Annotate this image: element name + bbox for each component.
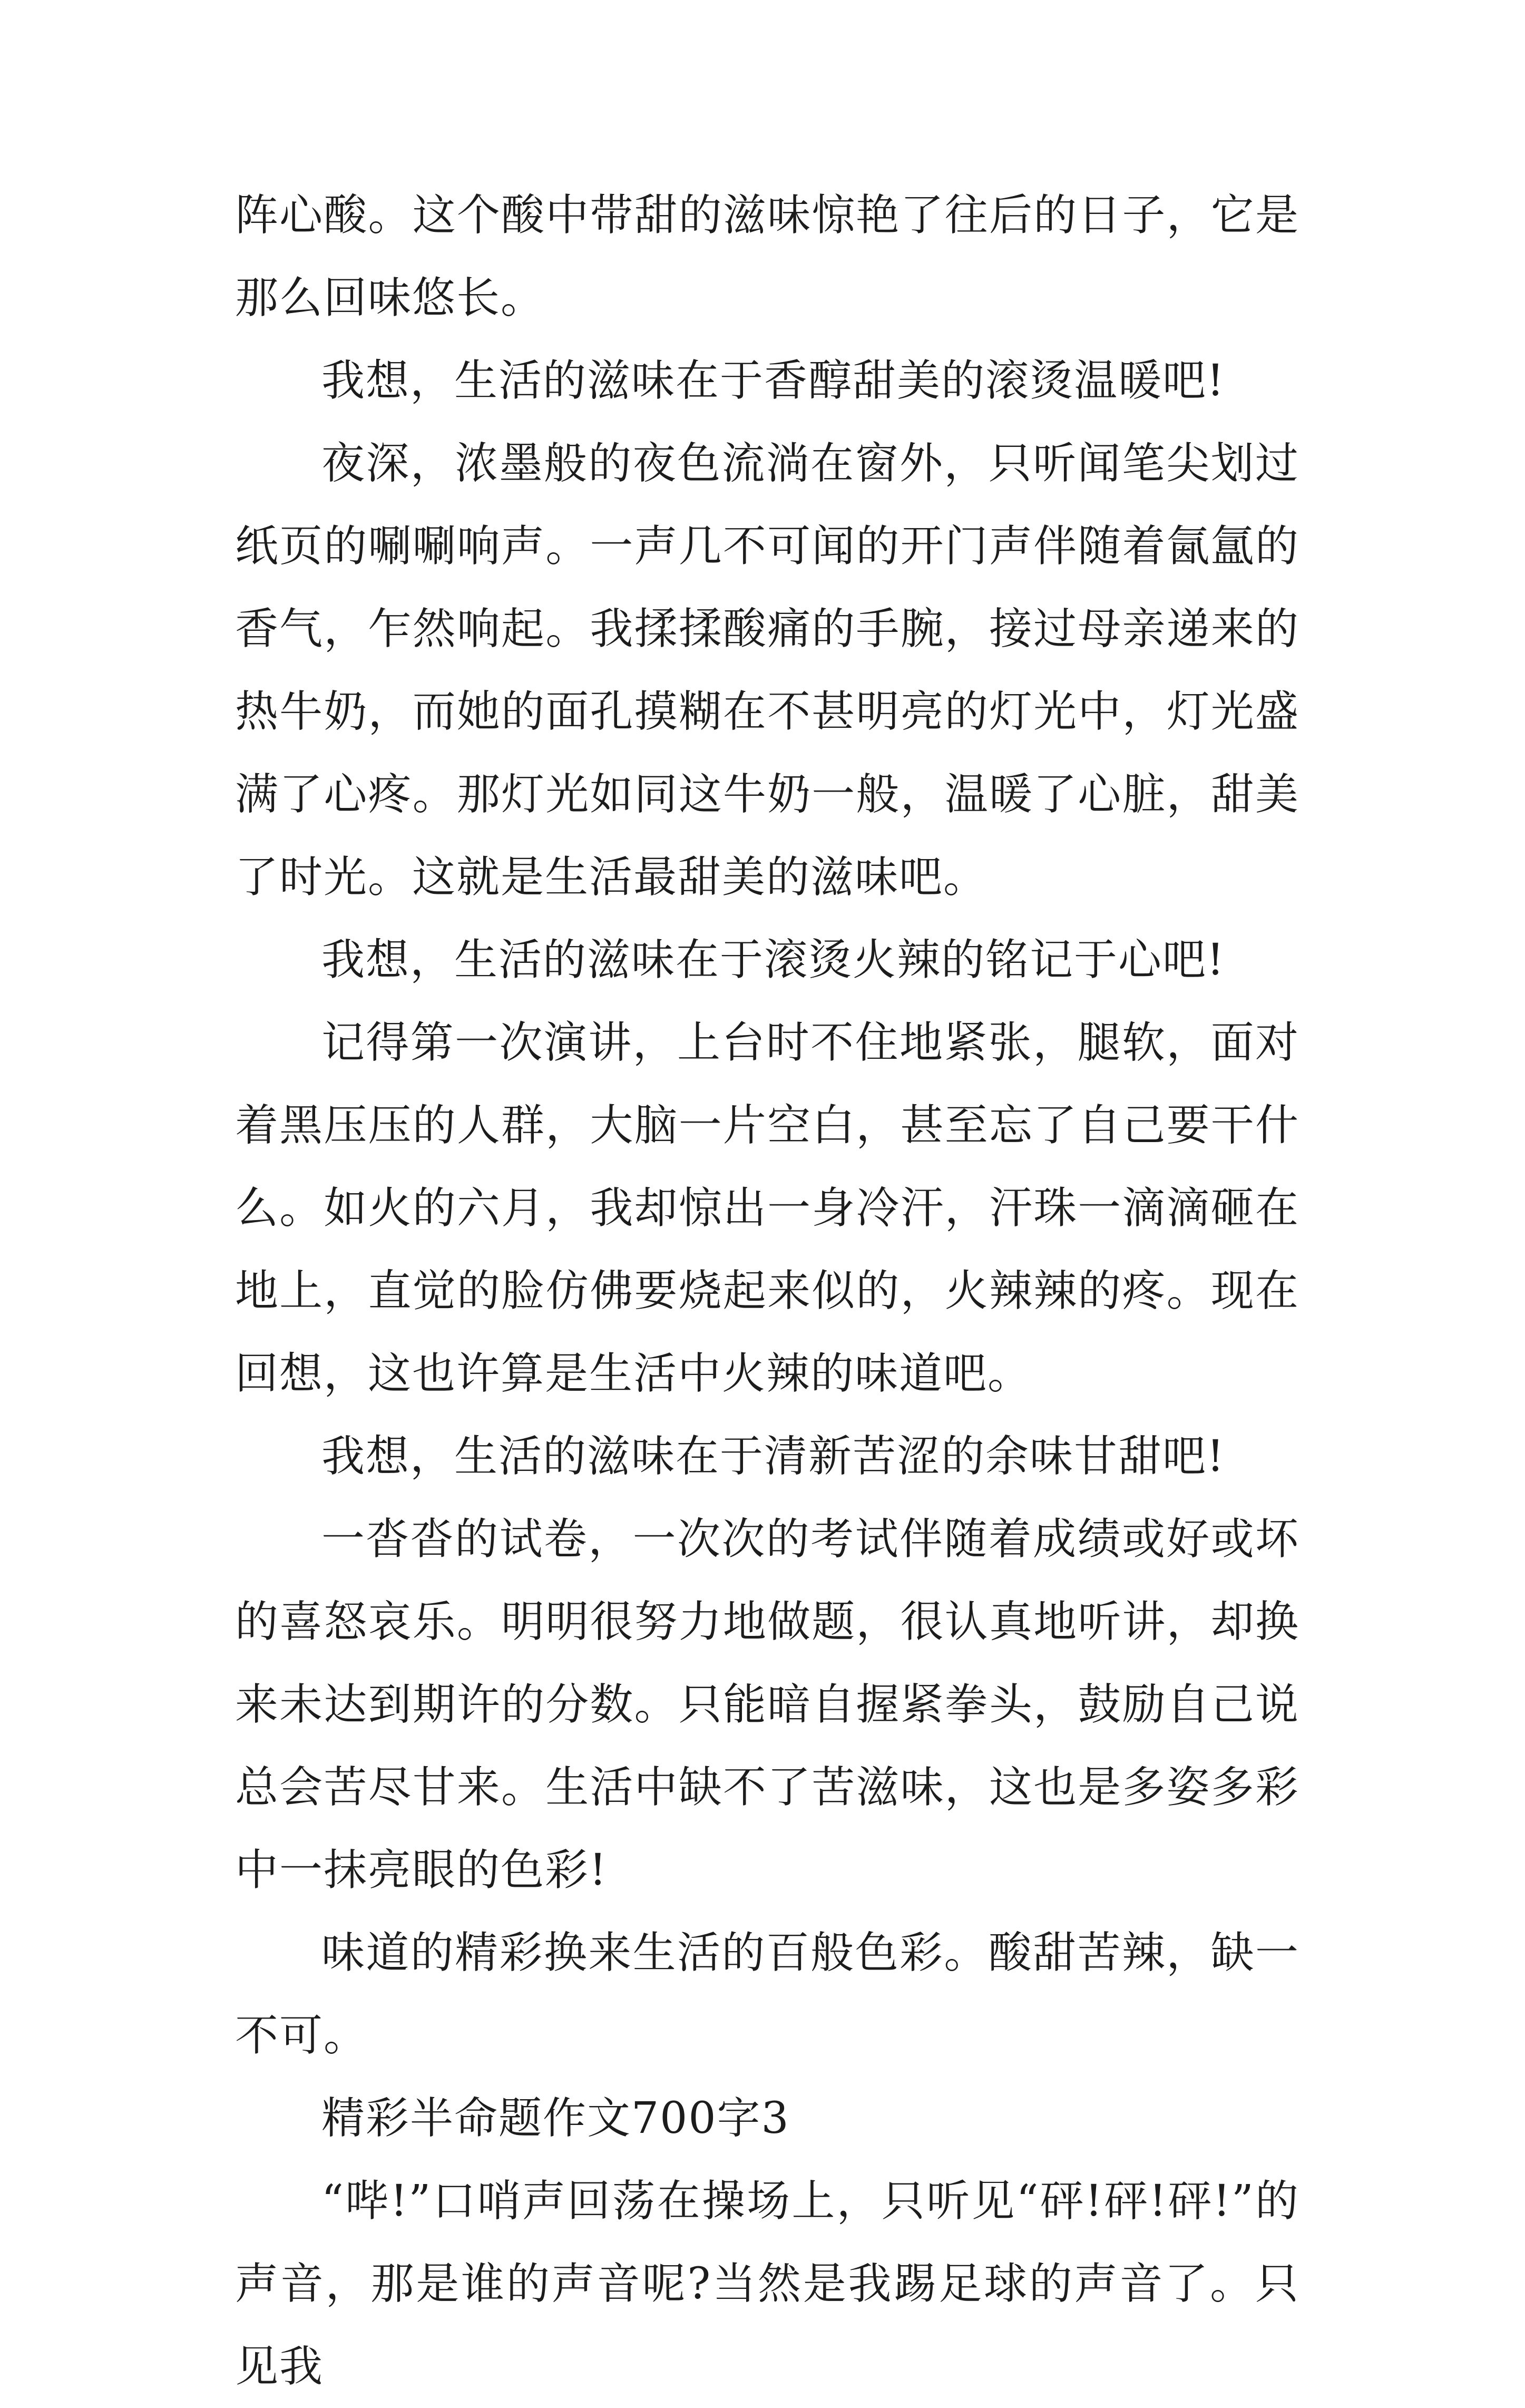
paragraph-6: 我想，生活的滋味在于清新苦涩的余味甘甜吧!: [321, 1431, 1225, 1481]
paragraph-1: 阵心酸。这个酸中带甜的滋味惊艳了往后的日子，它是那么回味悠长。: [235, 190, 1299, 323]
paragraph-3: 夜深，浓墨般的夜色流淌在窗外，只听闻笔尖划过纸页的唰唰响声。一声几不可闻的开门声伴随着氤氲的香气，乍然响起。我揉揉酸痛的手腕，接过母亲递来的热牛奶，而她的面孔摸糊在不甚明亮的灯光中，灯光盛满了心疼。那灯光如同这牛奶一般，温暖了心脏，甜美了时光。这就是生活最甜美的滋味吧。: [235, 438, 1299, 902]
section-heading: 精彩半命题作文700字3: [321, 2093, 790, 2143]
paragraph-4: 我想，生活的滋味在于滚烫火辣的铭记于心吧!: [321, 935, 1225, 985]
paragraph-8: 味道的精彩换来生活的百般色彩。酸甜苦辣，缺一不可。: [235, 1928, 1299, 2061]
paragraph-7: 一沓沓的试卷，一次次的考试伴随着成绩或好或坏的喜怒哀乐。明明很努力地做题，很认真地听讲，却换来未达到期许的分数。只能暗自握紧拳头，鼓励自己说总会苦尽甘来。生活中缺不了苦滋味，这也是多姿多彩中一抹亮眼的色彩!: [235, 1514, 1299, 1895]
document-page: [235, 174, 1299, 2408]
paragraph-2: 我想，生活的滋味在于香醇甜美的滚烫温暖吧!: [321, 356, 1225, 406]
paragraph-5: 记得第一次演讲，上台时不住地紧张，腿软，面对着黑压压的人群，大脑一片空白，甚至忘了自己要干什么。如火的六月，我却惊出一身冷汗，汗珠一滴滴砸在地上，直觉的脸仿佛要烧起来似的，火辣辣的疼。现在回想，这也许算是生活中火辣的味道吧。: [235, 1018, 1299, 1399]
paragraph-9: “哔!”口哨声回荡在操场上，只听见“砰!砰!砰!”的声音，那是谁的声音呢?当然是我踢足球的声音了。只见我: [235, 2176, 1299, 2392]
